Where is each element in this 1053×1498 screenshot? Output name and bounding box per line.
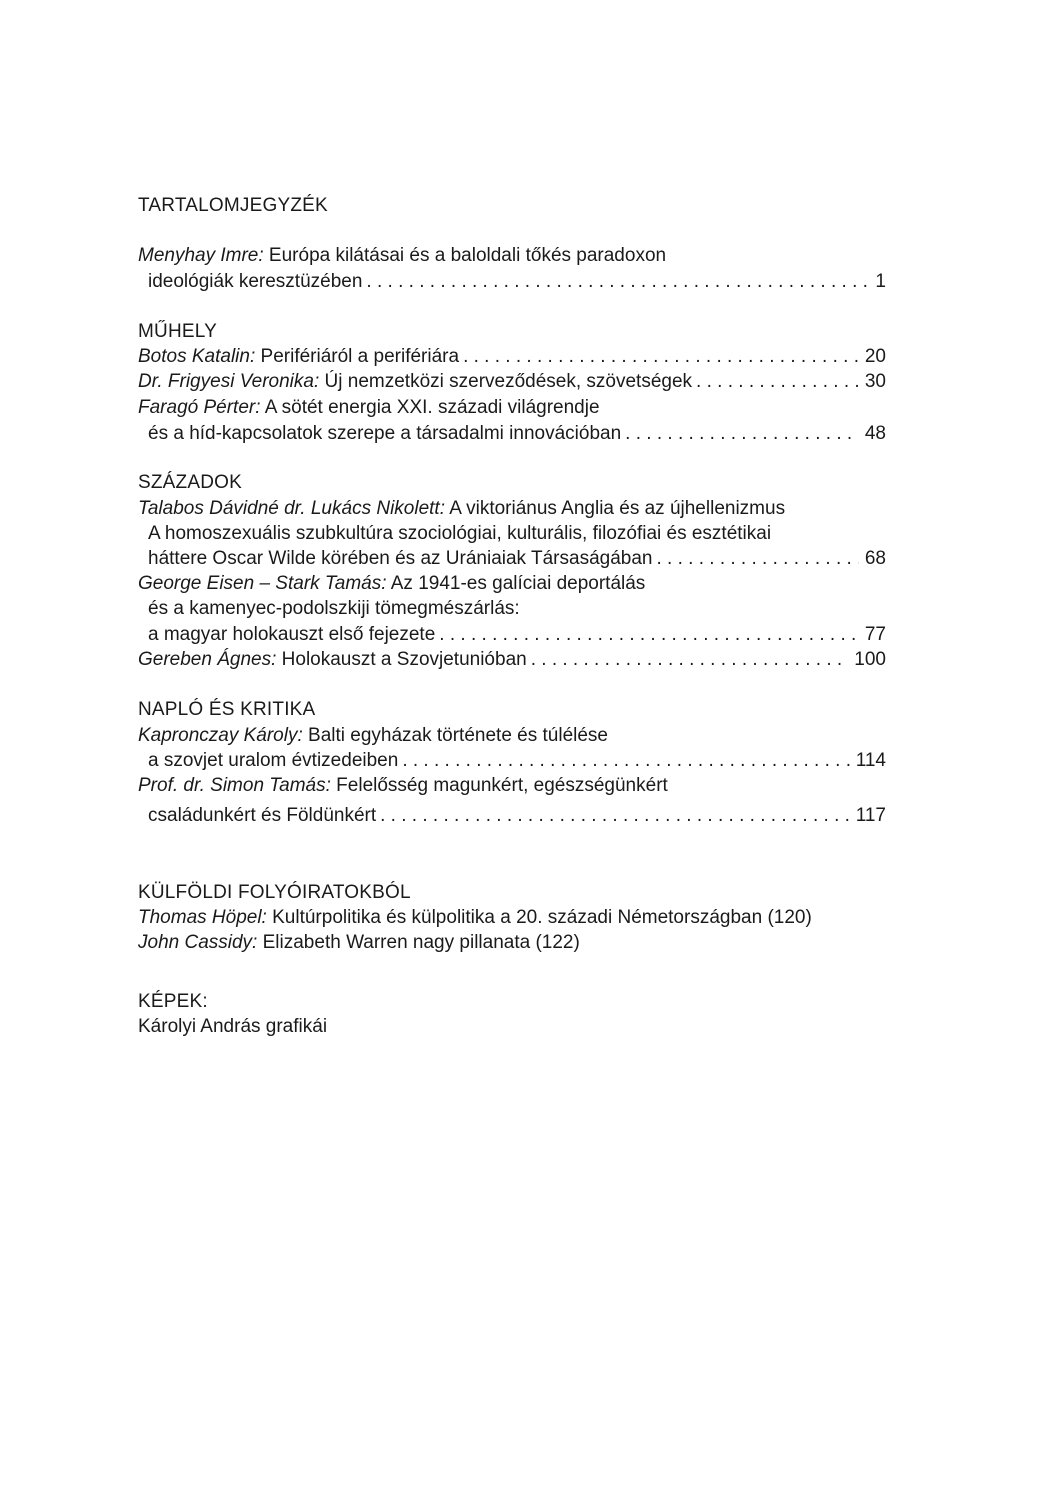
dot-leader <box>463 345 859 369</box>
section-heading-szazadok: SZÁZADOK <box>138 472 243 493</box>
entry-author: Prof. dr. Simon Tamás: <box>138 775 331 796</box>
toc-entry-line2: és a kamenyec-podolszkiji tömegmészárlás: <box>148 598 520 619</box>
toc-entry <box>138 345 886 369</box>
entry-title: A sötét energia XXI. századi világrendje <box>260 397 600 418</box>
section-heading-naplo: NAPLÓ ÉS KRITIKA <box>138 699 316 720</box>
entry-title-continued: háttere Oscar Wilde körében és az Urániaiak Társaságában <box>148 548 653 569</box>
images-credit: Károlyi András grafikái <box>138 1016 328 1037</box>
entry-title: Európa kilátásai és a baloldali tőkés paradoxon <box>263 245 667 266</box>
entry-author: Talabos Dávidné dr. Lukács Nikolett: <box>138 498 445 519</box>
dot-leader <box>366 270 869 294</box>
entry-title: A viktoriánus Anglia és az újhellenizmus <box>444 498 786 519</box>
toc-entry-line1 <box>138 724 608 748</box>
toc-entry-line2 <box>148 749 886 773</box>
entry-title-text: Új nemzetközi szerveződések, szövetségek <box>319 371 693 392</box>
toc-entry-line2 <box>148 422 886 446</box>
dot-leader <box>402 749 849 773</box>
toc-entry-intro-line2 <box>148 270 886 294</box>
entry-title-continued: ideológiák keresztüzében <box>148 271 363 292</box>
entry-title-text: Perifériáról a perifériára <box>255 346 460 367</box>
page-number: 30 <box>864 371 886 392</box>
section-heading-kepek: KÉPEK: <box>138 991 208 1012</box>
toc-entry-line2 <box>148 804 886 828</box>
section-heading-muhely: MŰHELY <box>138 321 217 342</box>
entry-author: Menyhay Imre: <box>138 245 264 266</box>
entry-title <box>138 648 527 672</box>
toc-entry-line1 <box>138 572 645 596</box>
dot-leader <box>380 804 850 828</box>
entry-title-continued: a magyar holokauszt első fejezete <box>148 624 436 645</box>
entry-title: Balti egyházak története és túlélése <box>302 725 608 746</box>
entry-author: George Eisen – Stark Tamás: <box>138 573 387 594</box>
entry-author: Kapronczay Károly: <box>138 725 303 746</box>
entry-title-continued: és a híd-kapcsolatok szerepe a társadalmi innovációban <box>148 423 622 444</box>
page-title: TARTALOMJEGYZÉK <box>138 195 328 216</box>
page-number: 117 <box>855 805 886 826</box>
toc-entry-line2: A homoszexuális szubkultúra szociológiai, kulturális, filozófiai és esztétikai <box>148 523 772 544</box>
entry-title-text: Holokauszt a Szovjetunióban <box>276 649 527 670</box>
dot-leader <box>696 370 859 394</box>
entry-author: John Cassidy: <box>138 932 258 953</box>
entry-title-continued: családunkért és Földünkért <box>148 805 377 826</box>
entry-author: Botos Katalin: <box>138 346 256 367</box>
page-number: 114 <box>855 750 886 771</box>
dot-leader <box>656 547 858 571</box>
page-number: 20 <box>864 346 886 367</box>
entry-title <box>138 345 459 369</box>
toc-entry-intro-line1 <box>138 244 666 268</box>
entry-author: Faragó Pérter: <box>138 397 261 418</box>
entry-author: Dr. Frigyesi Veronika: <box>138 371 320 392</box>
page-number: 68 <box>864 548 886 569</box>
toc-entry-line1 <box>138 774 668 798</box>
toc-entry-line1 <box>138 396 600 420</box>
entry-author: Gereben Ágnes: <box>138 649 277 670</box>
toc-entry <box>138 931 580 955</box>
entry-title <box>138 370 692 394</box>
toc-entry-line3 <box>148 623 886 647</box>
page-number: 1 <box>875 271 886 292</box>
page-number: 48 <box>864 423 886 444</box>
toc-entry-line1 <box>138 497 785 521</box>
page-number: 77 <box>864 624 886 645</box>
toc-entry-line3 <box>148 547 886 571</box>
toc-entry <box>138 370 886 394</box>
entry-author: Thomas Höpel: <box>138 907 267 928</box>
dot-leader <box>531 648 849 672</box>
dot-leader <box>439 623 859 647</box>
entry-title-continued: a szovjet uralom évtizedeiben <box>148 750 399 771</box>
dot-leader <box>625 422 859 446</box>
entry-title: Felelősség magunkért, egészségünkért <box>330 775 668 796</box>
page-number: 100 <box>854 649 886 670</box>
entry-title: Elizabeth Warren nagy pillanata (122) <box>257 932 580 953</box>
entry-title: Kultúrpolitika és külpolitika a 20. századi Németországban (120) <box>266 907 812 928</box>
toc-entry <box>138 648 886 672</box>
section-heading-kulfoldi: KÜLFÖLDI FOLYÓIRATOKBÓL <box>138 882 411 903</box>
toc-entry <box>138 906 812 930</box>
entry-title: Az 1941-es galíciai deportálás <box>386 573 646 594</box>
